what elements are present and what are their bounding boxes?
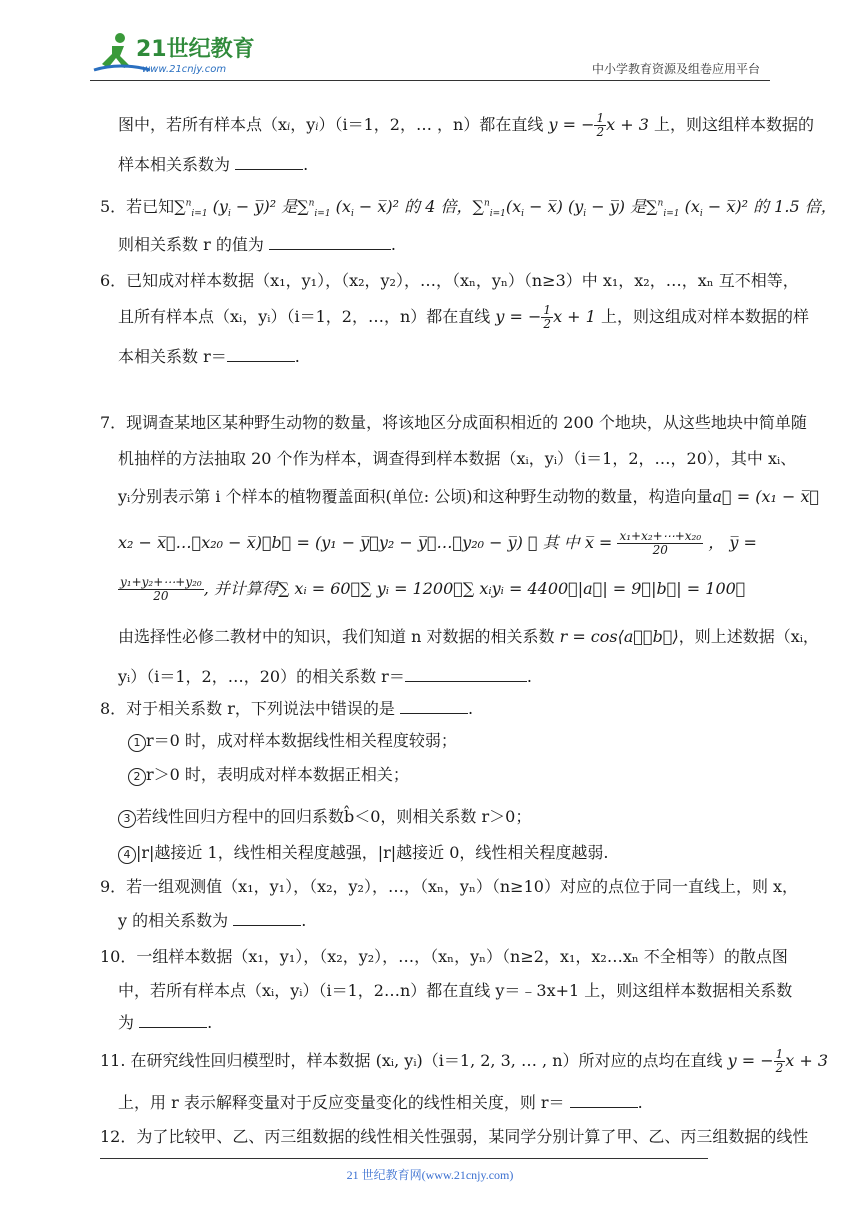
q8-option-3: 3 若线性回归方程中的回归系数b̂＜0，则相关系数 r＞0； bbox=[118, 804, 531, 828]
q4-line2: 样本相关系数为 . bbox=[118, 155, 309, 174]
fraction: $\frac{\text{y₁+y₂+⋯+y₂₀}}{20}$ bbox=[120, 575, 202, 603]
q9-line2: y 的相关系数为 . bbox=[118, 911, 307, 930]
answer-blank[interactable] bbox=[570, 1093, 638, 1108]
fraction: $\frac{1}{2}$ bbox=[775, 1047, 784, 1075]
logo-url: www.21cnjy.com bbox=[142, 64, 227, 75]
q10-line3: 为 . bbox=[118, 1013, 213, 1032]
fraction: $\frac{1}{2}$ bbox=[596, 111, 605, 139]
q8-option-4: 4 |r|越接近 1，线性相关程度越强，|r|越接近 0，线性相关程度越弱. bbox=[118, 840, 608, 864]
logo-text: 21世纪教育 bbox=[136, 37, 255, 62]
answer-blank[interactable] bbox=[235, 155, 303, 170]
q7-line7: yᵢ）（i＝1，2，…，20）的相关系数 r＝ . bbox=[118, 667, 532, 686]
logo bbox=[90, 26, 260, 78]
q7-line1: 7．现调查某地区某种野生动物的数量，将该地区分成面积相近的 200 个地块，从这些地块中简单随 bbox=[100, 413, 807, 432]
q7-line4: x₂ − x̅，…，x₂₀ − x̅)，b⃗ = (y₁ − y̅，y₂ − y̅，…，y₂₀ − y̅) ， 其 中 x̅ = $\frac{\text{x₁+x₂+⋯+x₂₀}}{20}$ ， y̅ = bbox=[118, 529, 757, 557]
circled-number: 3 bbox=[118, 810, 136, 828]
q5-line1: 5．若已知∑$^n_{i=1}$ ($y_i$ − y̅)² 是∑$^n_{i=1}$ ($x_i$ − x̅)² 的 4 倍，$\sum^n_{i=1}(x_i$ − x̅) ($y_i$ − y̅) 是∑$^n_{i=1}$ ($x_i$ − x̅)² 的 1.5 倍， bbox=[100, 197, 837, 220]
answer-blank[interactable] bbox=[400, 699, 468, 714]
q9-line1: 9．若一组观测值（x₁，y₁），（x₂，y₂），…，（xₙ，yₙ）（n≥10）对应的点位于同一直线上，则 x， bbox=[100, 877, 799, 896]
q11-line2: 上，用 r 表示解释变量对于反应变量变化的线性相关度，则 r＝ . bbox=[118, 1093, 643, 1112]
q8-stem: 8．对于相关系数 r，下列说法中错误的是 . bbox=[100, 699, 474, 718]
q10-line2: 中，若所有样本点（xᵢ，yᵢ）（i＝1，2…n）都在直线 y＝﹣3x+1 上，则这组样本数据相关系数 bbox=[118, 981, 793, 1000]
answer-blank[interactable] bbox=[405, 667, 527, 682]
q5-line2: 则相关系数 r 的值为 . bbox=[118, 235, 397, 254]
answer-blank[interactable] bbox=[233, 911, 301, 926]
q7-line6: 由选择性必修二教材中的知识，我们知道 n 对数据的相关系数 r = cos⟨a⃗，b⃗⟩，则上述数据（xᵢ， bbox=[118, 627, 819, 646]
answer-blank[interactable] bbox=[139, 1013, 207, 1028]
fraction: $\frac{\text{x₁+x₂+⋯+x₂₀}}{20}$ bbox=[619, 529, 702, 557]
q7-line5: $\frac{\text{y₁+y₂+⋯+y₂₀}}{20}$ , 并计算得∑ xᵢ = 60，∑ yᵢ = 1200，∑ xᵢyᵢ = 4400，|a⃗| = 9，|b⃗| = 100， bbox=[120, 575, 746, 603]
circled-number: 4 bbox=[118, 846, 136, 864]
q8-option-2: 2 r＞0 时，表明成对样本数据正相关； bbox=[128, 762, 409, 786]
fraction: $\frac{1}{2}$ bbox=[543, 303, 552, 331]
header-rule bbox=[90, 80, 770, 81]
q12-line1: 12．为了比较甲、乙、丙三组数据的线性相关性强弱，某同学分别计算了甲、乙、丙三组数据的线性 bbox=[100, 1127, 809, 1146]
q10-line1: 10．一组样本数据（x₁，y₁），（x₂，y₂），…，（xₙ，yₙ）（n≥2，x₁，x₂…xₙ 不全相等）的散点图 bbox=[100, 947, 788, 966]
q8-option-1: 1 r＝0 时，成对样本数据线性相关程度较弱； bbox=[128, 728, 457, 752]
q7-line3: yᵢ分别表示第 i 个样本的植物覆盖面积(单位: 公顷)和这种野生动物的数量，构造向量a⃗ = (x₁ − x̅， bbox=[118, 487, 820, 506]
q6-line3: 本相关系数 r＝ . bbox=[118, 347, 300, 366]
answer-blank[interactable] bbox=[227, 347, 295, 362]
q11-line1: 11. 在研究线性回归模型时，样本数据 (xᵢ, yᵢ)（i＝1, 2, 3, … , n）所对应的点均在直线 y = − $\frac{1}{2}$ x + 3 bbox=[100, 1047, 829, 1075]
page-header bbox=[90, 26, 770, 82]
circled-number: 2 bbox=[128, 768, 146, 786]
q6-line1: 6．已知成对样本数据（x₁，y₁），（x₂，y₂），…，（xₙ，yₙ）（n≥3）中 x₁，x₂，…，xₙ 互不相等， bbox=[100, 271, 799, 290]
q6-line2: 且所有样本点（xᵢ，yᵢ）（i＝1，2，…，n）都在直线 y = − $\frac{1}{2}$ x + 1 上，则这组成对样本数据的样 bbox=[118, 303, 809, 331]
platform-name: 中小学教育资源及组卷应用平台 bbox=[591, 62, 760, 76]
q4-line1: 图中，若所有样本点（xi，yi）（i＝1，2，… ，n）都在直线 y = − $\frac{1}{2}$ x + 3 上，则这组样本数据的 bbox=[118, 111, 815, 139]
circled-number: 1 bbox=[128, 734, 146, 752]
page-footer[interactable]: 21 世纪教育网(www.21cnjy.com) bbox=[346, 1168, 514, 1182]
q7-line2: 机抽样的方法抽取 20 个作为样本，调查得到样本数据（xᵢ，yᵢ）（i＝1，2，…，20），其中 xᵢ、 bbox=[118, 449, 797, 468]
footer-rule bbox=[100, 1158, 708, 1159]
answer-blank[interactable] bbox=[269, 235, 391, 250]
